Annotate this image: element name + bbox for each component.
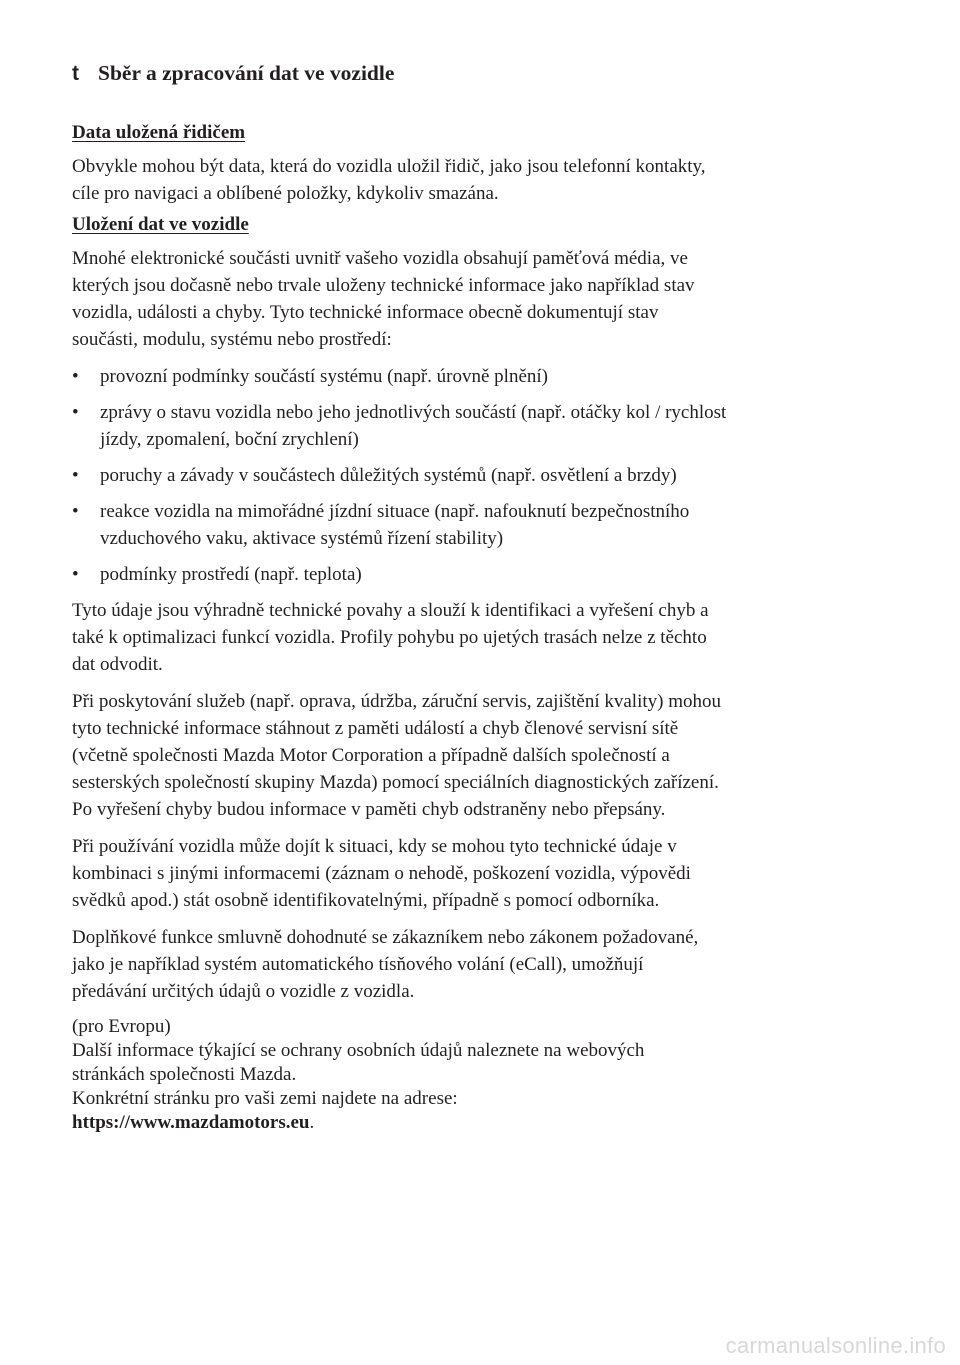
subheading-vehicle-storage: Uložení dat ve vozidle [72,214,249,235]
contact-line-3: Konkrétní stránku pro vaši zemi najdete na adrese: [72,1088,458,1109]
list-item-text: provozní podmínky součástí systému (např. úrovně plnění) [100,366,549,387]
site-watermark: carmanualsonline.info [725,1333,946,1358]
heading-title: Sběr a zpracování dat ve vozidle [98,61,395,85]
list-item-text: reakce vozidla na mimořádné jízdní situace (např. nafouknutí bezpečnostního vzduchového vaku, aktivace systémů řízení stability) [100,501,690,549]
paragraph-identifiability: Při používání vozidla může dojít k situaci, kdy se mohou tyto technické údaje v kombinaci s jinými informacemi (záznam o nehodě, poškození vozidla, výpovědi svědků apod.) stát osobně identifikovatelnými, případně s pomocí odborníka. [72,836,691,911]
section-heading [72,56,852,91]
document-page [72,56,852,1135]
heading-marker-icon: t [72,62,79,85]
europe-contact-block [72,1015,852,1135]
list-item [72,363,852,390]
bullet-list [72,363,852,588]
bullet-icon: • [72,465,79,486]
list-item-text: podmínky prostředí (např. teplota) [100,564,362,585]
contact-url-line [72,1111,852,1135]
contact-line-2: stránkách společnosti Mazda. [72,1064,297,1085]
list-item [72,399,852,453]
subheading-driver-data: Data uložená řidičem [72,122,246,143]
contact-line-1: Další informace týkající se ochrany osobních údajů naleznete na webových [72,1040,645,1061]
bullet-icon: • [72,564,79,585]
paragraph-service-access: Při poskytování služeb (např. oprava, údržba, záruční servis, zajištění kvality) mohou tyto technické informace stáhnout z paměti událostí a chyb členové servisní sítě (včetně společnosti Mazda Motor Corporation a případně dalších společností a sesterských společností skupiny Mazda) pomocí speciálních diagnostických zařízení. Po vyřešení chyby budou informace v paměti chyb odstraněny nebo přepsány. [72,691,721,820]
region-note: (pro Evropu) [72,1016,171,1037]
url-suffix: . [309,1112,315,1133]
mazda-url-link[interactable]: https://www.mazdamotors.eu [72,1112,310,1133]
paragraph-driver-data: Obvykle mohou být data, která do vozidla uložil řidič, jako jsou telefonní kontakty, cíle pro navigaci a oblíbené položky, kdykoliv smazána. [72,156,706,204]
list-item [72,561,852,588]
paragraph-additional-functions: Doplňkové funkce smluvně dohodnuté se zákazníkem nebo zákonem požadované, jako je například systém automatického tísňového volání (eCall), umožňují předávání určitých údajů o vozidle z vozidla. [72,927,699,1002]
bullet-icon: • [72,501,79,522]
list-item [72,498,852,552]
bullet-icon: • [72,366,79,387]
list-item [72,462,852,489]
bullet-icon: • [72,402,79,423]
list-item-text: zprávy o stavu vozidla nebo jeho jednotlivých součástí (např. otáčky kol / rychlost jízdy, zpomalení, boční zrychlení) [100,402,727,450]
paragraph-vehicle-storage-intro: Mnohé elektronické součásti uvnitř vašeho vozidla obsahují paměťová média, ve kterých jsou dočasně nebo trvale uloženy technické informace jako například stav vozidla, události a chyby. Tyto technické informace obecně dokumentují stav součásti, modulu, systému nebo prostředí: [72,248,695,350]
list-item-text: poruchy a závady v součástech důležitých systémů (např. osvětlení a brzdy) [100,465,677,486]
paragraph-technical-nature: Tyto údaje jsou výhradně technické povahy a slouží k identifikaci a vyřešení chyb a také k optimalizaci funkcí vozidla. Profily pohybu po ujetých trasách nelze z těchto dat odvodit. [72,600,709,675]
